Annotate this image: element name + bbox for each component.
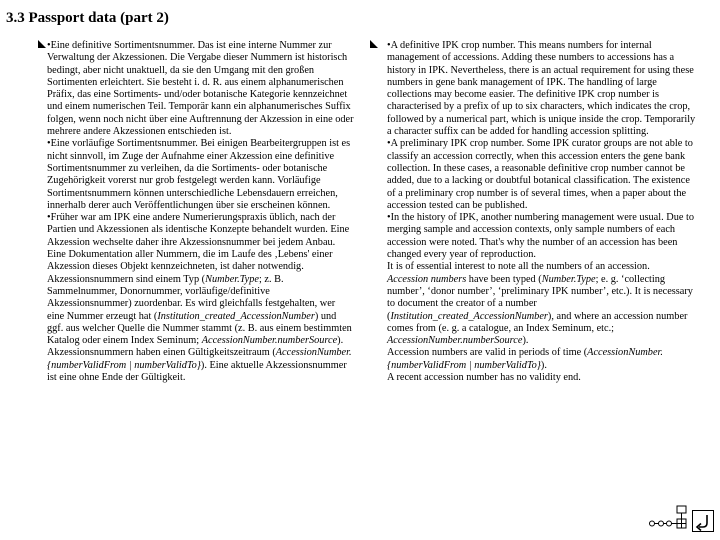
paragraph-preliminary-number: •A preliminary IPK crop number. Some IPK curator groups are not able to classify an accession correctly, when this accession enters the gene bank collection. In these cases, a reasonable definitive crop number cannot be added, due to a lacking or doubtful botanical classification. The existence of a preliminary crop number is of several times, when a paper about the accession tested can be published. xyxy=(387,138,693,211)
diagram-nav-icon xyxy=(648,505,688,533)
paragraph-documentation: It is of essential interest to note all the numbers of an accession. xyxy=(387,261,650,273)
paragraph-history: •In the history of IPK, another numbering management were usual. Due to merging sample and accession contexts, only sample numbers of each accession were noted. That's why the number of an accession has been changed every year of reproduction. xyxy=(387,212,694,261)
paragraph-recent-number: A recent accession number has no validity end. xyxy=(387,372,581,384)
paragraph-preliminary-number: •Eine vorläufige Sortimentsnummer. Bei einigen Bearbeitergruppen ist es nicht sinnvoll, im Zuge der Aufnahme einer Akzession eine definitive Sortimentsnummer zu verleihen, da die Sortiments- oder botanische Zugehörigkeit vorerst nur grob festgelegt werden kann. Vorläufige Sortimentsnummern können unterschiedliche Lebensdauern erreichen, innerhalb derer auch Veröffentlichungen über sie erscheinen können. xyxy=(47,138,351,211)
german-column xyxy=(47,40,354,384)
return-arrow-icon xyxy=(693,511,713,531)
paragraph-definitive-number: •Eine definitive Sortimentsnummer. Das ist eine interne Nummer zur Verwaltung der Akzessionen. Die Vergabe dieser Nummern ist historisch bedingt, aber nicht unaktuell, da sie den Umgang mit den großen Sortimenten erleichtert. Sie besteht i. d. R. aus einem alphanumerischen Präfix, das eine Sortiments- und/oder botanische Kategorie kennzeichnet und einem numerischen Teil. Temporär kann ein alphanumerisches Suffix folgen, wenn noch nicht über eine Auftrennung der Akzession in eine oder mehrere andere Akzessionen entschieden ist. xyxy=(47,40,354,138)
column-marker-left xyxy=(38,40,46,48)
english-column xyxy=(387,40,699,384)
paragraph-validity-periods: Accession numbers are valid in periods of time (AccessionNumber.{numberValidFrom | numberValidTo}). xyxy=(387,347,663,371)
paragraph-number-types: Accession numbers have been typed (Number.Type; e. g. ‘collecting number’, ‘donor number’, ‘preliminary IPK number’, etc.). It is necessary to document the creator of a number (Institution_created_AccessionNumber), and where an accession number comes from (e. g. a catalogue, an Index Seminum, etc.; AccessionNumber.numberSource). xyxy=(387,273,693,347)
page-title: 3.3 Passport data (part 2) xyxy=(6,10,169,26)
diagram-nav-button[interactable] xyxy=(648,505,688,527)
return-button[interactable] xyxy=(692,510,714,532)
paragraph-history: •Früher war am IPK eine andere Numerierungspraxis üblich, nach der Partien und Akzessionen als identische Konzepte behandelt wurden. Eine Akzession wechselte daher ihre Akzessionsnummer bei jedem Anbau. xyxy=(47,212,350,248)
paragraph-number-types: Akzessionsnummern sind einem Typ (Number.Type; z. B. Sammelnummer, Donornummer, vorläufige/definitive Akzessionsnummer) zuordenbar. Es wird gleichfalls festgehalten, wer eine Nummer erzeugt hat (Institution_created_AccessionNumber) und ggf. aus welcher Quelle die Nummer stammt (z. B. aus einem bestimmten Katalog oder einem Index Seminum; AccessionNumber.numberSource). Akzessionsnummern haben einen Gültigkeitszeitraum (AccessionNumber.{numberValidFrom | numberValidTo}). Eine aktuelle Akzessionsnummer ist eine ohne Ende der Gültigkeit. xyxy=(47,273,352,384)
column-marker-right xyxy=(370,40,378,48)
paragraph-definitive-number: •A definitive IPK crop number. This means numbers for internal management of accessions. Adding these numbers to accessions has a history in IPK. Nevertheless, there is an actual requirement for using these numbers in gene bank management of IPK. The handling of large collections may become easier. The definitive IPK crop number is characterised by a prefix of up to six characters, which indicates the crop, followed by a numerical part, which is unique inside the crop. Temporarily a character suffix can be added for handling accession splitting. xyxy=(387,40,696,138)
paragraph-documentation: Eine Dokumentation aller Nummern, die im Laufe des ‚Lebens' einer Akzession dieses Objekt kennzeichneten, ist daher notwendig. xyxy=(47,249,333,273)
